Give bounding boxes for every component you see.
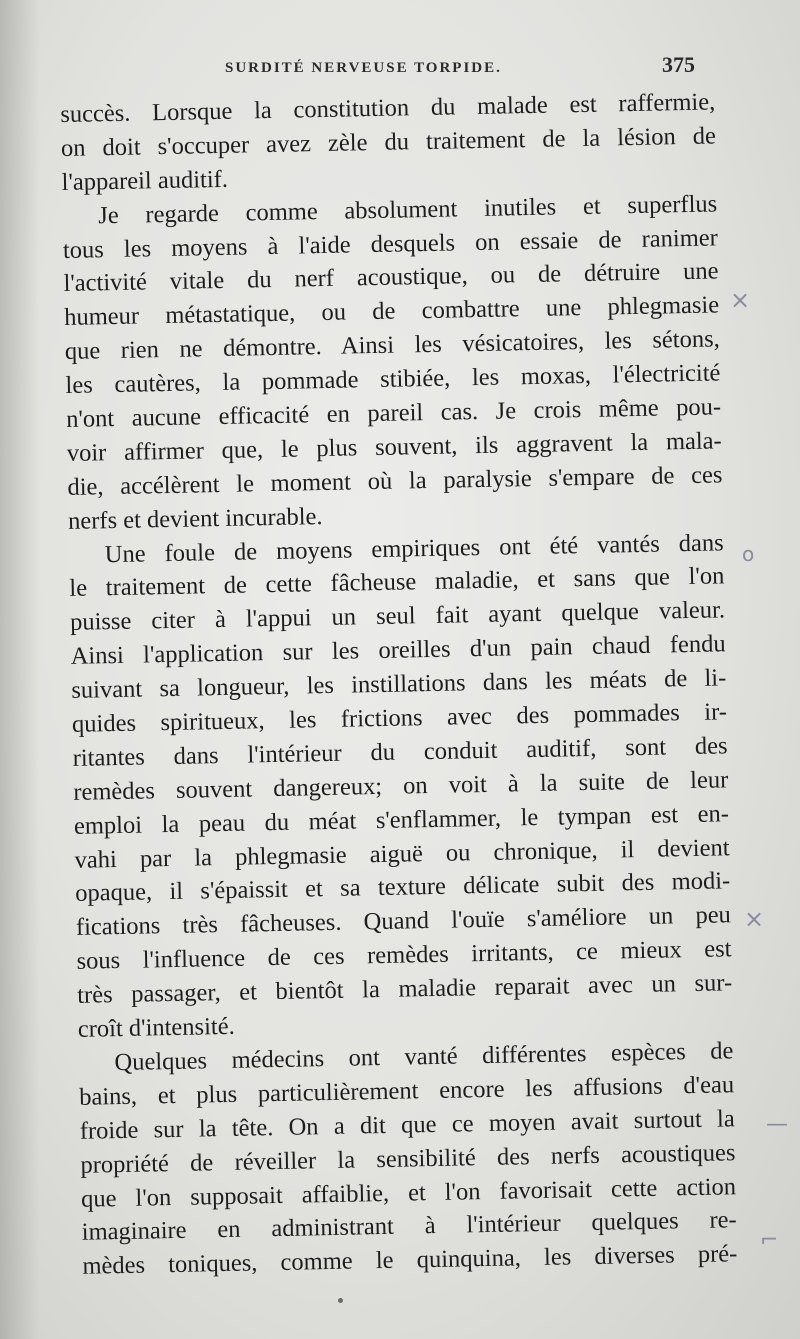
margin-cross-mark: × — [744, 905, 765, 933]
text-line: opaque, il s'épaissit et sa texture délicate subit des modi- — [75, 867, 731, 908]
text-line: emploi la peau du méat s'enflammer, le tympan est en- — [73, 799, 730, 840]
ink-dot — [338, 1298, 343, 1303]
text-line: puisse citer à l'appui un seul fait ayant quelque valeur. — [69, 596, 726, 637]
text-line: vahi par la phlegmasie aiguë ou chronique, il devient — [74, 833, 730, 874]
margin-dash-mark: — — [766, 1112, 788, 1137]
text-line: humeur métastatique, ou de combattre une phlegmasie — [63, 291, 720, 332]
page-header — [0, 52, 800, 82]
body-text — [60, 85, 738, 1284]
paragraph-start-line: Une foule de moyens empiriques ont été vantés dans — [104, 528, 724, 568]
text-line: sous l'influence de ces remèdes irritants, ce mieux est — [76, 935, 732, 976]
text-line: remèdes souvent dangereux; on voit à la suite de leur — [73, 766, 729, 806]
margin-dash-mark: ⌐ — [760, 1228, 779, 1253]
text-line: succès. Lorsque la constitution du malade est raffermie, — [60, 88, 716, 128]
text-line: voir affirmer que, le plus souvent, ils aggravent la mala- — [66, 427, 722, 467]
margin-circle-mark: o — [742, 542, 755, 566]
text-line: propriété de réveiller la sensibilité des nerfs acoustiques — [80, 1138, 736, 1179]
margin-cross-mark: × — [730, 286, 751, 314]
text-line: froide sur la tête. On a dit que ce moyen avait surtout la — [79, 1104, 735, 1145]
paragraph-start-line: Quelques médecins ont vanté différentes espèces de — [114, 1037, 734, 1077]
text-line: les cautères, la pommade stibiée, les moxas, l'électricité — [65, 359, 721, 400]
text-line: que l'on supposait affaiblie, et l'on favorisait cette action — [80, 1172, 737, 1213]
text-line: l'activité vitale du nerf acoustique, ou de détruire une — [63, 257, 719, 298]
text-line: suivant sa longueur, les instillations dans les méats de li- — [71, 664, 727, 705]
text-line: l'appareil auditif. — [61, 165, 229, 196]
text-line: imaginaire en administrant à l'intérieur quelques re- — [81, 1206, 737, 1247]
text-line: très passager, et bientôt la maladie reparait avec un sur- — [76, 969, 733, 1009]
page-shadow — [0, 0, 40, 1339]
text-line: que rien ne démontre. Ainsi les vésicatoires, les sétons, — [64, 325, 721, 366]
text-line: n'ont aucune efficacité en pareil cas. Je crois même pou- — [65, 393, 722, 433]
paragraph-start-line: Je regarde comme absolument inutiles et superflus — [98, 190, 718, 229]
text-line: die, accélèrent le moment où la paralysie s'empare de ces — [67, 461, 723, 501]
text-line: Ainsi l'application sur les oreilles d'un pain chaud fendu — [70, 630, 726, 671]
running-head: SURDITÉ NERVEUSE TORPIDE. — [225, 60, 502, 76]
text-line: mèdes toniques, comme le quinquina, les diverses pré- — [82, 1240, 738, 1281]
text-line: tous les moyens à l'aide desquels on essaie de ranimer — [62, 223, 719, 264]
text-line: ritantes dans l'intérieur du conduit auditif, sont des — [72, 732, 728, 772]
text-line: le traitement de cette fâcheuse maladie, et sans que l'on — [69, 562, 725, 603]
text-line: on doit s'occuper avez zèle du traitement de la lésion de — [60, 122, 717, 162]
text-line: fications très fâcheuses. Quand l'ouïe s'améliore un peu — [75, 901, 732, 942]
text-line: nerfs et devient incurable. — [67, 502, 323, 535]
page-number: 375 — [662, 52, 695, 77]
text-line: quides spiritueux, les frictions avec des pommades ir- — [71, 698, 728, 738]
text-line: croît d'intensité. — [77, 1012, 235, 1043]
text-line: bains, et plus particulièrement encore les affusions d'eau — [78, 1071, 735, 1111]
